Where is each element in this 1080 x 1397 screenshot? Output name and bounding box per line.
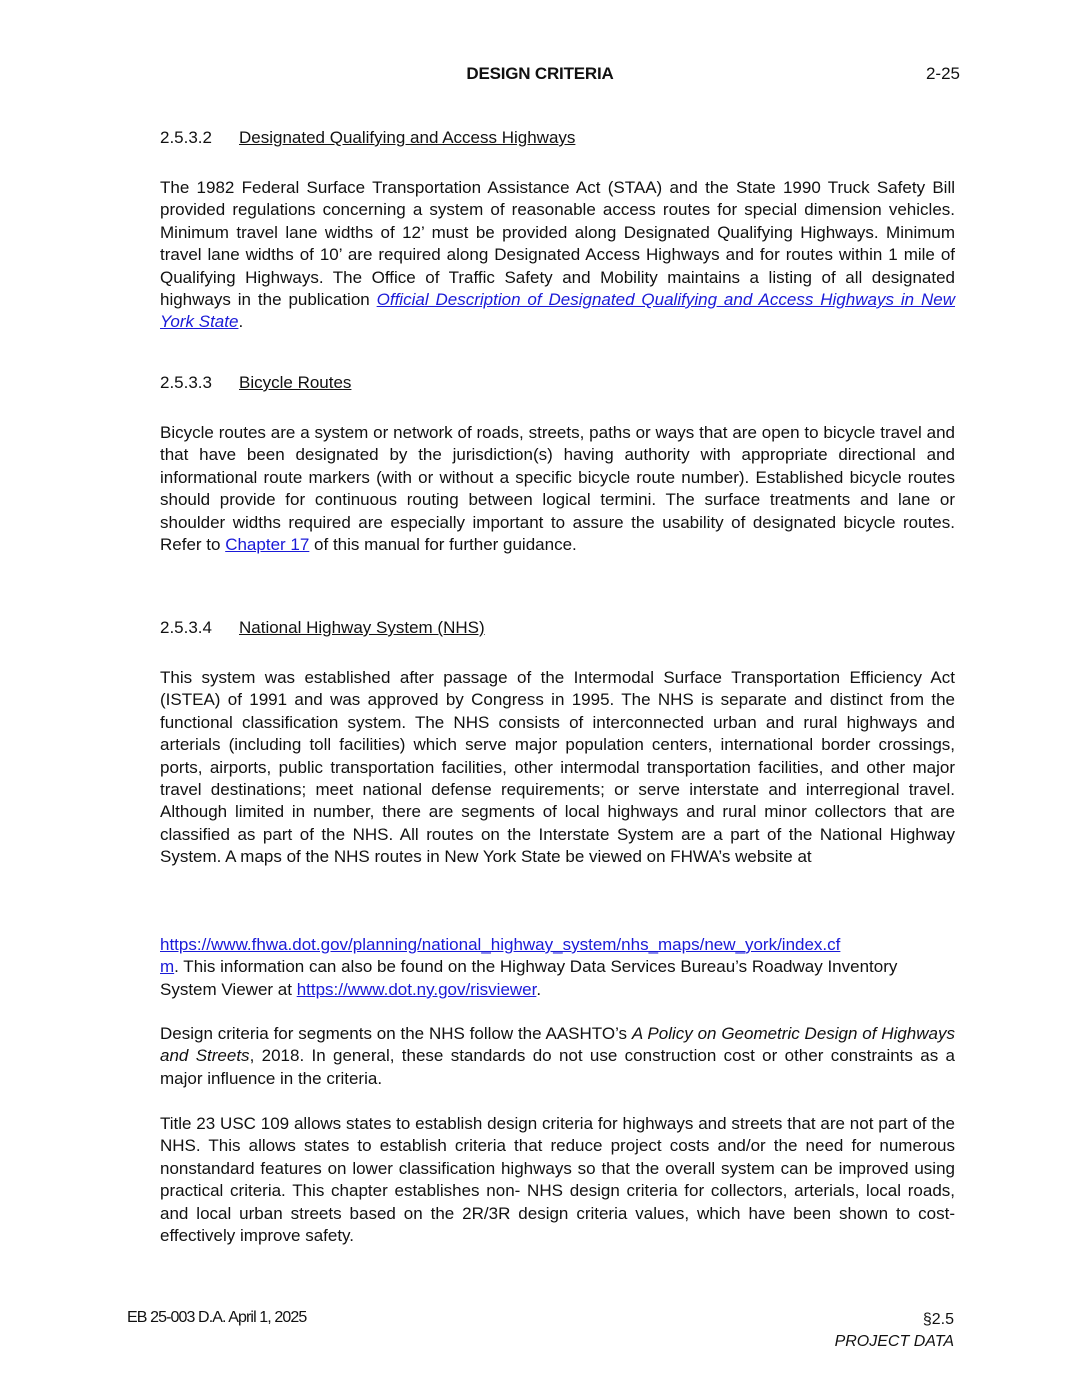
footer-section-number: §2.5 [922,1311,954,1328]
paragraph-text: , 2018. In general, these standards do not use construction cost or other constraints as a major influence in the criteria. [160,1046,955,1088]
paragraph-text: of this manual for further guidance. [309,535,577,555]
paragraph-title-23: Title 23 USC 109 allows states to establish design criteria for highways and streets that are not part of the NHS. This allows states to establish criteria that reduce project costs and/or the need for numerous nonstandard features on lower classification highways so that the overall system can be improved using practical criteria. This chapter establishes non- NHS design criteria for collectors, arterials, local roads, and local urban streets based on the 2R/3R design criteria values, which have been shown to cost-effectively improve safety. [160,1114,955,1246]
section-heading-2-5-3-2 [160,128,575,148]
page-number: 2-25 [925,64,960,83]
paragraph-text: Design criteria for segments on the NHS follow the AASHTO’s [160,1024,632,1043]
paragraph-designated-highways [160,177,955,334]
paragraph-text: . [536,979,542,999]
paragraph-nhs-links [160,934,955,1001]
chapter-17-link[interactable]: Chapter 17 [225,535,310,555]
paragraph-text: The 1982 Federal Surface Transportation Assistance Act (STAA) and the State 1990 Truck Safety Bill provided regulations concerning a system of reasonable access routes for special dimension vehicles. Minimum travel lane widths of 12’ must be provided along Designated Qualifying Highways. Minimum travel lane widths of 10’ are required along Designated Access Highways and for routes within 1 mile of Qualifying Highways. The Office of Traffic Safety and Mobility maintains a listing of all designated highways in the publication [160,178,955,310]
paragraph-text: Bicycle routes are a system or network of roads, streets, paths or ways that are open to bicycle travel and that have been designated by the jurisdiction(s) having authority with appropriate directional and informational route markers (with or without a specific bicycle route number). Established bicycle routes should provide for continuous routing between logical termini. The surface treatments and lane or shoulder widths required are especially important to assure the usability of designated bicycle routes. Refer to [160,423,955,555]
paragraph-text: . This information can also be found on the Highway Data Services Bureau’s Roadway Inventory System Viewer at [160,957,898,999]
publication-title: A Policy on Geometric Design of Highways and Streets [160,1024,955,1066]
paragraph-aashto-criteria [160,1023,955,1090]
paragraph-bicycle-routes [160,422,955,556]
section-number: 2.5.3.3 [160,373,212,392]
footer-bulletin-info: EB 25-003 D.A. April 1, 2025 [127,1309,307,1326]
official-description-link[interactable]: Official Description of Designated Qualifying and Access Highways in New York State [160,290,955,332]
section-heading-2-5-3-4 [160,618,485,638]
section-number: 2.5.3.4 [160,618,212,637]
risviewer-link[interactable]: https://www.dot.ny.gov/risviewer [296,979,537,999]
section-title: Bicycle Routes [239,373,352,392]
section-number: 2.5.3.2 [160,128,212,147]
section-title: National Highway System (NHS) [239,618,485,637]
paragraph-nhs-overview: This system was established after passage of the Intermodal Surface Transportation Efficiency Act (ISTEA) of 1991 and was approved by Congress in 1995. The NHS is separate and distinct from the functional classification system. The NHS consists of interconnected urban and rural highways and arterials (including toll facilities) which serve major population centers, international border crossings, ports, airports, public transportation facilities, other intermodal transportation facilities, and other major travel destinations; meet national defense requirements; or serve interstate and interregional travel. Although limited in number, there are segments of local highways and rural minor collectors that are classified as part of the NHS. All routes on the Interstate System are a part of the National Highway System. A maps of the NHS routes in New York State be viewed on FHWA’s website at [160,668,955,867]
section-title: Designated Qualifying and Access Highways [239,128,576,147]
section-heading-2-5-3-3 [160,373,351,393]
fhwa-link-text: m [160,957,175,977]
fhwa-link-text: https://www.fhwa.dot.gov/planning/national_highway_system/nhs_maps/new_york/index.cf [160,935,841,954]
running-header-title: DESIGN CRITERIA [466,64,614,83]
footer-section-title: PROJECT DATA [834,1333,954,1350]
paragraph-text: . [238,312,244,332]
footer-section [835,1309,954,1353]
